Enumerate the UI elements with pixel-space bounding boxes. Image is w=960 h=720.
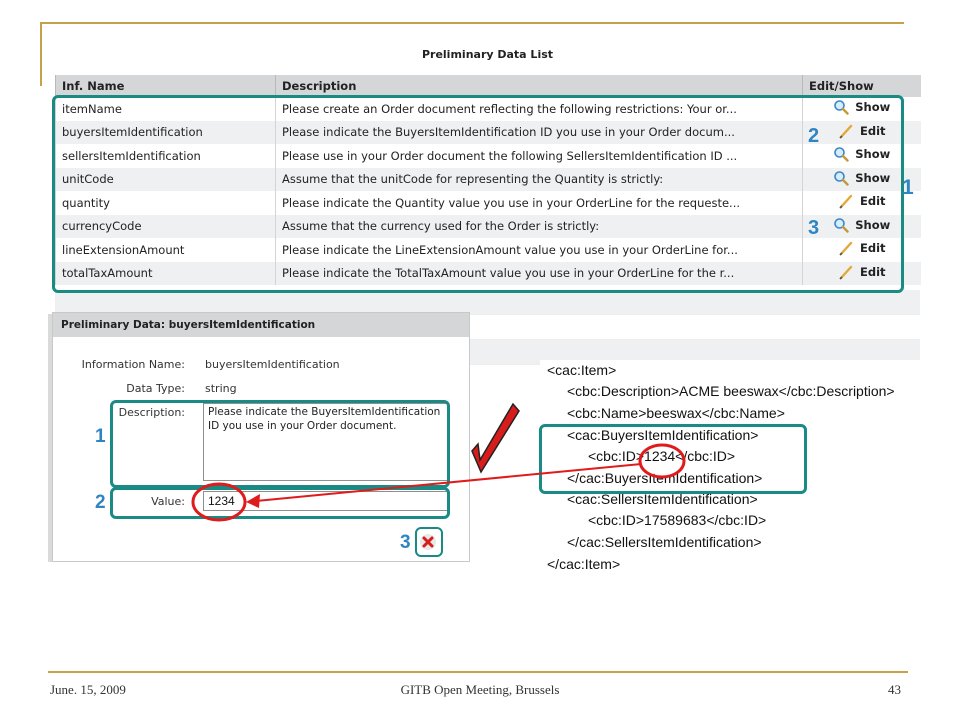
row-description: Please indicate the LineExtensionAmount value you use in your OrderLine for...	[276, 238, 803, 262]
action-label: Show	[855, 147, 891, 162]
table-title: Preliminary Data List	[421, 48, 554, 61]
xml-line: <cac:Item>	[547, 362, 617, 378]
xml-line: <cbc:Name>beeswax</cbc:Name>	[567, 405, 785, 421]
xml-line: <cac:SellersItemIdentification>	[567, 491, 758, 507]
data-type-value: string	[205, 382, 237, 395]
xml-line: <cbc:ID>1234</cbc:ID>	[588, 448, 736, 464]
dialog-annotation-2: 2	[95, 492, 106, 513]
value-label: Value:	[151, 495, 185, 508]
checkmark-icon	[472, 404, 519, 472]
annotation-number-1: 1	[902, 176, 914, 199]
footer-date: June. 15, 2009	[50, 682, 126, 697]
xml-line: </cac:Item>	[547, 556, 621, 572]
dialog-annotation-1: 1	[95, 426, 106, 447]
mapping-arrow-line	[256, 464, 641, 501]
dialog-title: Preliminary Data: buyersItemIdentification	[53, 313, 469, 337]
dialog-annotation-3: 3	[400, 532, 411, 553]
info-name-value: buyersItemIdentification	[205, 358, 340, 371]
annotation-number-3: 3	[808, 217, 820, 239]
action-label: Edit	[859, 241, 886, 256]
slide-number: 43	[888, 682, 901, 697]
column-header-description[interactable]: Description	[276, 75, 803, 97]
xml-line: <cbc:ID>17589683</cbc:ID>	[588, 512, 767, 528]
row-name: unitCode	[56, 168, 276, 192]
row-name: totalTaxAmount	[56, 262, 276, 286]
xml-line: <cbc:Description>ACME beeswax</cbc:Description>	[567, 383, 895, 399]
xml-line: </cac:SellersItemIdentification>	[567, 534, 762, 550]
row-description: Please create an Order document reflecting the following restrictions: Your or...	[276, 97, 803, 121]
row-description: Assume that the currency used for the Order is strictly:	[276, 215, 803, 239]
action-label: Edit	[859, 264, 886, 279]
column-header-name[interactable]: Inf. Name	[56, 75, 276, 97]
row-name: currencyCode	[56, 215, 276, 239]
data-type-label: Data Type:	[126, 382, 185, 395]
value-red-circle	[193, 484, 245, 520]
row-description: Please indicate the Quantity value you use in your OrderLine for the requeste...	[276, 191, 803, 215]
info-name-label: Information Name:	[81, 358, 185, 371]
row-name: lineExtensionAmount	[56, 238, 276, 262]
row-description: Assume that the unitCode for representing the Quantity is strictly:	[276, 168, 803, 192]
row-name: sellersItemIdentification	[56, 144, 276, 168]
action-label: Edit	[859, 123, 886, 138]
action-label: Edit	[859, 194, 886, 209]
action-label: Show	[855, 100, 891, 115]
row-name: buyersItemIdentification	[56, 121, 276, 145]
column-header-edit-show[interactable]: Edit/Show	[803, 75, 921, 97]
row-name: quantity	[56, 191, 276, 215]
row-description: Please indicate the BuyersItemIdentification ID you use in your Order docum...	[276, 121, 803, 145]
row-name: itemName	[56, 97, 276, 121]
description-label: Description:	[118, 406, 185, 419]
row-description: Please indicate the TotalTaxAmount value you use in your OrderLine for the r...	[276, 262, 803, 286]
footer-event: GITB Open Meeting, Brussels	[400, 682, 560, 697]
xml-line: </cac:BuyersItemIdentification>	[567, 470, 763, 486]
description-textarea[interactable]: Please indicate the BuyersItemIdentification ID you use in your Order document.	[203, 403, 449, 481]
action-label: Show	[855, 217, 891, 232]
row-description: Please use in your Order document the following SellersItemIdentification ID ...	[276, 144, 803, 168]
mapping-arrow-head	[246, 494, 260, 508]
xml-line: <cac:BuyersItemIdentification>	[567, 427, 759, 443]
xml-id-red-circle	[640, 445, 684, 477]
annotation-number-2: 2	[808, 125, 820, 147]
action-label: Show	[855, 170, 891, 185]
